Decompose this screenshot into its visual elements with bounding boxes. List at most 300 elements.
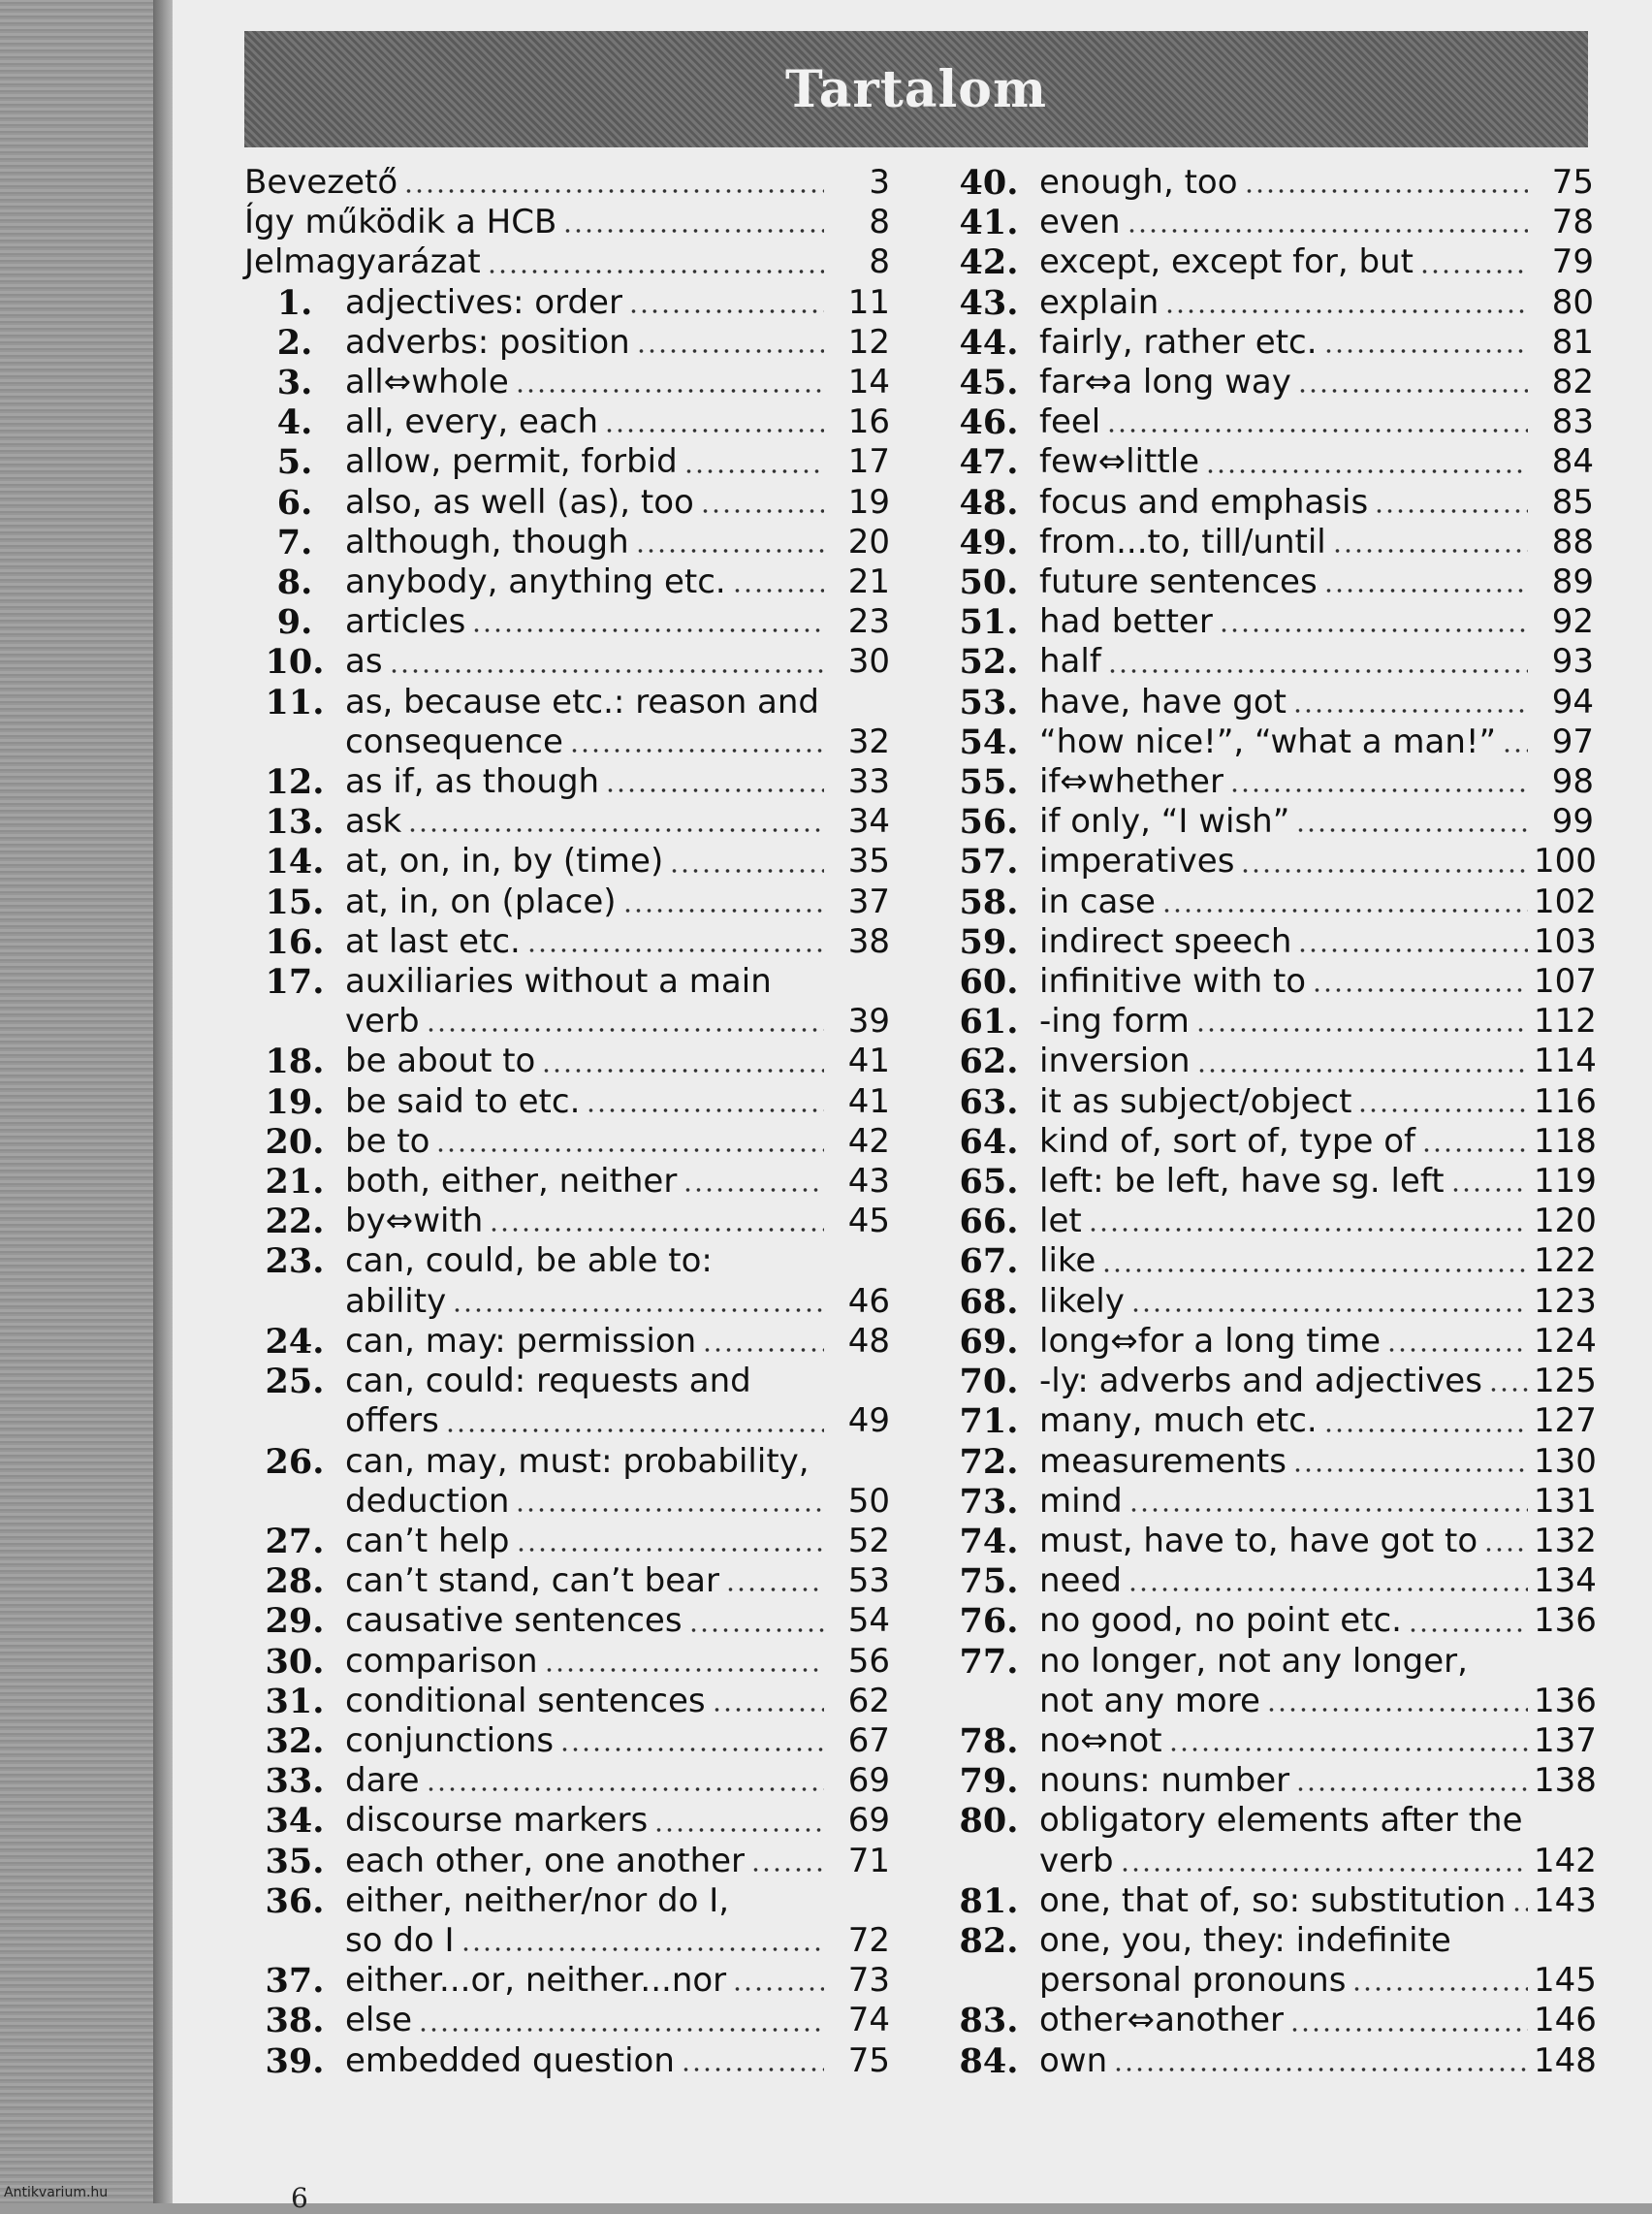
- entry-page-number: 102: [1534, 882, 1597, 921]
- entry-page-number: 37: [847, 882, 890, 921]
- entry-title: had better: [1039, 602, 1213, 642]
- dot-leader: [1229, 787, 1528, 793]
- dot-leader: [1088, 1227, 1528, 1233]
- entry-number: 51.: [959, 602, 1019, 643]
- entry-page-number: 39: [847, 1002, 890, 1042]
- toc-entry: [244, 562, 890, 602]
- dot-leader: [702, 1347, 824, 1353]
- entry-title: allow, permit, forbid: [345, 442, 678, 482]
- dot-leader: [562, 228, 824, 234]
- entry-title: let: [1039, 1202, 1082, 1241]
- entry-number: 66.: [959, 1202, 1019, 1242]
- dot-leader: [515, 388, 824, 394]
- toc-entry: [938, 1880, 1597, 1921]
- toc-entry: [938, 1641, 1597, 1721]
- dot-leader: [1292, 1467, 1528, 1473]
- toc-entry: [938, 722, 1594, 762]
- toc-entry: [938, 683, 1594, 722]
- entry-title: discourse markers: [345, 1801, 649, 1841]
- entry-page-number: 88: [1551, 522, 1594, 562]
- entry-page-number: 16: [847, 402, 890, 442]
- dot-leader: [1332, 548, 1528, 554]
- entry-page-number: 146: [1534, 2001, 1597, 2040]
- entry-title: indirect speech: [1039, 921, 1292, 961]
- entry-number: 24.: [265, 1321, 325, 1362]
- toc-entry: [938, 1720, 1597, 1761]
- entry-number: 76.: [959, 1601, 1019, 1642]
- toc-entry: [244, 2041, 890, 2081]
- entry-title: likely: [1039, 1281, 1125, 1321]
- entry-page-number: 21: [847, 562, 890, 602]
- entry-number: 42.: [959, 242, 1019, 283]
- entry-page-number: 84: [1551, 442, 1594, 482]
- toc-entry: [244, 762, 890, 802]
- entry-title: anybody, anything etc.: [345, 562, 726, 602]
- dot-leader: [541, 1068, 824, 1074]
- toc-entry: [938, 882, 1597, 922]
- entry-number: 65.: [959, 1162, 1019, 1203]
- dot-leader: [487, 269, 824, 274]
- dot-leader: [732, 588, 824, 594]
- entry-title: from...to, till/until: [1039, 522, 1326, 562]
- entry-page-number: 125: [1534, 1362, 1597, 1401]
- toc-entry: [244, 1122, 890, 1162]
- entry-title: as: [345, 642, 383, 682]
- dot-leader: [435, 1147, 824, 1153]
- entry-number: 3.: [276, 363, 313, 403]
- entry-number: 25.: [265, 1362, 325, 1402]
- toc-entry: [938, 642, 1594, 682]
- entry-number: 71.: [959, 1401, 1019, 1442]
- entry-title: can, may, must: probability,: [345, 1441, 810, 1481]
- entry-title: nouns: number: [1039, 1761, 1290, 1801]
- entry-title: enough, too: [1039, 163, 1238, 202]
- entry-page-number: 132: [1534, 1521, 1597, 1560]
- entry-number: 27.: [265, 1521, 325, 1561]
- entry-title: by⇔with: [345, 1202, 484, 1241]
- dot-leader: [635, 548, 824, 554]
- dot-leader: [1161, 908, 1528, 914]
- dot-leader: [669, 868, 824, 874]
- entry-number: 75.: [959, 1561, 1019, 1602]
- entry-title: like: [1039, 1241, 1096, 1281]
- entry-title: -ly: adverbs and adjectives: [1039, 1362, 1482, 1401]
- entry-number: 41.: [959, 203, 1019, 243]
- dot-leader: [1323, 348, 1528, 354]
- entry-page-number: 35: [847, 842, 890, 882]
- entry-title: auxiliaries without a main: [345, 962, 772, 1002]
- entry-title: as if, as though: [345, 762, 600, 802]
- dot-leader: [681, 2067, 824, 2072]
- toc-entry: [244, 1162, 890, 1202]
- toc-entry: [938, 323, 1594, 363]
- entry-number: 55.: [959, 762, 1019, 803]
- entry-title: all⇔whole: [345, 363, 509, 402]
- toc-entry: [244, 1362, 890, 1441]
- entry-title: have, have got: [1039, 682, 1287, 722]
- entry-page-number: 142: [1534, 1841, 1597, 1880]
- dot-leader: [712, 1707, 824, 1713]
- entry-number: 8.: [276, 562, 313, 603]
- dot-leader: [445, 1428, 824, 1433]
- toc-entry: [244, 1842, 890, 1881]
- entry-number: 44.: [959, 322, 1019, 363]
- entry-number: 1.: [276, 282, 313, 323]
- entry-page-number: 50: [847, 1481, 890, 1521]
- dot-leader: [1113, 2067, 1528, 2072]
- entry-title-continued: offers: [345, 1401, 439, 1441]
- dot-leader: [407, 827, 824, 833]
- entry-title: causative sentences: [345, 1601, 683, 1641]
- dot-leader: [426, 1786, 824, 1792]
- dot-leader: [1164, 308, 1528, 314]
- entry-page-number: 78: [1551, 203, 1594, 242]
- entry-page-number: 72: [847, 1920, 890, 1960]
- dot-leader: [389, 668, 824, 674]
- toc-entry: [244, 1961, 890, 2001]
- toc-entry: [938, 1002, 1597, 1043]
- dot-leader: [1323, 588, 1528, 594]
- entry-number: 50.: [959, 562, 1019, 603]
- entry-page-number: 131: [1534, 1481, 1597, 1521]
- entry-page-number: 114: [1534, 1042, 1597, 1081]
- entry-number: 23.: [265, 1241, 325, 1282]
- entry-title: no⇔not: [1039, 1720, 1162, 1760]
- entry-title: infinitive with to: [1039, 962, 1307, 1002]
- entry-page-number: 122: [1534, 1241, 1597, 1281]
- entry-number: 13.: [265, 802, 325, 843]
- entry-number: 18.: [265, 1042, 325, 1082]
- toc-column-right: [938, 163, 1597, 2081]
- dot-leader: [1292, 708, 1528, 714]
- entry-title: adverbs: position: [345, 322, 630, 362]
- entry-title: far⇔a long way: [1039, 363, 1291, 402]
- entry-title-continued: verb: [345, 1002, 420, 1042]
- entry-number: 67.: [959, 1241, 1019, 1282]
- entry-page-number: 97: [1551, 722, 1594, 761]
- toc-entry: [244, 283, 890, 323]
- dot-leader: [750, 1867, 824, 1873]
- toc-entry: [938, 762, 1594, 802]
- dot-leader: [1130, 1307, 1528, 1313]
- page-title: Tartalom: [785, 59, 1047, 119]
- entry-page-number: 80: [1551, 282, 1594, 322]
- toc-entry: [938, 363, 1594, 402]
- entry-number: 31.: [265, 1681, 325, 1721]
- dot-leader: [1101, 1267, 1528, 1273]
- entry-number: 40.: [959, 163, 1019, 203]
- entry-page-number: 75: [1551, 163, 1594, 202]
- entry-title: can’t help: [345, 1521, 510, 1560]
- entry-page-number: 107: [1534, 962, 1597, 1002]
- toc-entry: [244, 1042, 890, 1081]
- entry-number: 47.: [959, 442, 1019, 483]
- toc-entry: [244, 323, 890, 363]
- entry-title: Így működik a HCB: [244, 203, 557, 242]
- entry-page-number: 69: [847, 1801, 890, 1841]
- dot-leader: [544, 1667, 824, 1673]
- dot-leader: [725, 1587, 824, 1592]
- entry-title-continued: deduction: [345, 1481, 510, 1521]
- entry-page-number: 94: [1551, 682, 1594, 722]
- entry-number: 35.: [265, 1841, 325, 1881]
- entry-title: either...or, neither...nor: [345, 1961, 727, 2001]
- entry-number: 64.: [959, 1121, 1019, 1162]
- entry-page-number: 85: [1551, 482, 1594, 522]
- entry-title: inversion: [1039, 1042, 1191, 1081]
- toc-entry: [938, 283, 1594, 323]
- entry-page-number: 89: [1551, 562, 1594, 602]
- toc-entry: [244, 1881, 890, 1961]
- entry-number: 56.: [959, 802, 1019, 843]
- entry-number: 46.: [959, 402, 1019, 443]
- entry-title: long⇔for a long time: [1039, 1321, 1382, 1361]
- entry-number: 74.: [959, 1521, 1019, 1561]
- dot-leader: [1488, 1387, 1528, 1393]
- dot-leader: [683, 1187, 824, 1193]
- dot-leader: [604, 428, 824, 433]
- entry-number: 29.: [265, 1601, 325, 1642]
- entry-number: 16.: [265, 921, 325, 962]
- entry-number: 78.: [959, 1720, 1019, 1761]
- toc-entry: [938, 802, 1594, 842]
- entry-number: 69.: [959, 1321, 1019, 1362]
- toc-entry: [938, 402, 1594, 442]
- toc-entry: [938, 1321, 1597, 1362]
- entry-page-number: 45: [847, 1202, 890, 1241]
- entry-number: 39.: [265, 2040, 325, 2081]
- toc-entry: [244, 1082, 890, 1122]
- toc-entry: [244, 642, 890, 682]
- entry-page-number: 8: [869, 242, 890, 282]
- toc-column-left: [244, 163, 890, 2081]
- toc-entry: [938, 1121, 1597, 1162]
- entry-title: mind: [1039, 1481, 1123, 1521]
- dot-leader: [1323, 1428, 1528, 1433]
- dot-leader: [732, 1986, 824, 1992]
- entry-page-number: 137: [1534, 1720, 1597, 1760]
- entry-number: 82.: [959, 1920, 1019, 1961]
- toc-entry: [938, 842, 1597, 882]
- entry-number: 15.: [265, 882, 325, 922]
- title-band: [244, 31, 1588, 147]
- entry-page-number: 123: [1534, 1281, 1597, 1321]
- entry-page-number: 138: [1534, 1761, 1597, 1801]
- toc-entry: [938, 921, 1597, 962]
- dot-leader: [426, 1027, 824, 1033]
- toc-entry: [938, 1801, 1597, 1880]
- toc-entry: [938, 1920, 1597, 2001]
- dot-leader: [1120, 1867, 1528, 1873]
- toc-entry: [244, 1601, 890, 1641]
- entry-page-number: 42: [847, 1121, 890, 1161]
- entry-page-number: 43: [847, 1162, 890, 1202]
- entry-title: comparison: [345, 1641, 538, 1681]
- toc-entry: [938, 602, 1594, 642]
- entry-page-number: 127: [1534, 1401, 1597, 1441]
- entry-page-number: 98: [1551, 762, 1594, 802]
- entry-title: measurements: [1039, 1441, 1287, 1481]
- toc-entry: [244, 203, 890, 242]
- dot-leader: [452, 1307, 824, 1313]
- dot-leader: [1295, 1786, 1528, 1792]
- entry-number: 48.: [959, 482, 1019, 523]
- entry-page-number: 23: [847, 602, 890, 642]
- dot-leader: [461, 1946, 824, 1952]
- toc-entry: [938, 2040, 1597, 2081]
- entry-page-number: 136: [1534, 1681, 1597, 1720]
- dot-leader: [418, 2027, 824, 2033]
- toc-entry: [938, 483, 1594, 523]
- entry-page-number: 12: [847, 322, 890, 362]
- dot-leader: [688, 1627, 824, 1633]
- toc-entry: [244, 363, 890, 402]
- entry-title: need: [1039, 1561, 1122, 1601]
- entry-number: 57.: [959, 842, 1019, 882]
- entry-title: at, on, in, by (time): [345, 842, 664, 882]
- dot-leader: [516, 1547, 824, 1553]
- toc-entry: [938, 1202, 1597, 1242]
- entry-title-continued: ability: [345, 1281, 447, 1321]
- toc-entry: [938, 1281, 1597, 1322]
- toc-entry: [244, 1442, 890, 1522]
- entry-page-number: 130: [1534, 1441, 1597, 1481]
- entry-title-continued: not any more: [1039, 1681, 1260, 1720]
- toc-entry: [244, 602, 890, 642]
- dot-leader: [489, 1227, 824, 1233]
- entry-title: at last etc.: [345, 921, 521, 961]
- dot-leader: [515, 1507, 824, 1513]
- toc-entry: [244, 163, 890, 203]
- entry-page-number: 81: [1551, 322, 1594, 362]
- entry-title: obligatory elements after the: [1039, 1801, 1523, 1841]
- entry-title: future sentences: [1039, 562, 1318, 602]
- entry-title: focus and emphasis: [1039, 482, 1369, 522]
- entry-page-number: 17: [847, 442, 890, 482]
- toc-entry: [938, 163, 1594, 203]
- entry-page-number: 62: [847, 1681, 890, 1720]
- dot-leader: [605, 787, 824, 793]
- entry-page-number: 134: [1534, 1561, 1597, 1601]
- dot-leader: [1312, 987, 1528, 993]
- entry-page-number: 143: [1534, 1880, 1597, 1920]
- entry-number: 20.: [265, 1121, 325, 1162]
- dot-leader: [1128, 1507, 1528, 1513]
- entry-page-number: 73: [847, 1961, 890, 2001]
- dot-leader: [1205, 468, 1528, 474]
- entry-title: other⇔another: [1039, 2001, 1285, 2040]
- dot-leader: [1386, 1347, 1528, 1353]
- entry-number: 83.: [959, 2001, 1019, 2041]
- entry-number: 10.: [265, 642, 325, 683]
- entry-page-number: 30: [847, 642, 890, 682]
- entry-title: no good, no point etc.: [1039, 1601, 1402, 1641]
- dot-leader: [622, 908, 824, 914]
- toc-entry: [244, 402, 890, 442]
- entry-title: Jelmagyarázat: [244, 242, 481, 282]
- entry-title: adjectives: order: [345, 282, 622, 322]
- entry-page-number: 136: [1534, 1601, 1597, 1641]
- dot-leader: [636, 348, 824, 354]
- toc-entry: [244, 1322, 890, 1362]
- entry-title: can, could, be able to:: [345, 1241, 713, 1281]
- dot-leader: [1244, 188, 1529, 194]
- entry-title: each other, one another: [345, 1841, 746, 1880]
- entry-number: 52.: [959, 642, 1019, 683]
- toc-entry: [244, 962, 890, 1042]
- dot-leader: [526, 947, 824, 953]
- entry-page-number: 11: [847, 282, 890, 322]
- entry-title: except, except for, but: [1039, 242, 1414, 282]
- entry-number: 36.: [265, 1880, 325, 1921]
- entry-number: 26.: [265, 1441, 325, 1482]
- entry-number: 2.: [276, 322, 313, 363]
- entry-title-continued: so do I: [345, 1920, 455, 1960]
- entry-number: 17.: [265, 962, 325, 1003]
- toc-entry: [938, 1521, 1597, 1561]
- entry-title: kind of, sort of, type of: [1039, 1121, 1416, 1161]
- entry-number: 12.: [265, 762, 325, 803]
- entry-number: 33.: [265, 1761, 325, 1802]
- entry-page-number: 19: [847, 482, 890, 522]
- dot-leader: [569, 748, 824, 754]
- entry-number: 54.: [959, 722, 1019, 762]
- entry-number: 81.: [959, 1880, 1019, 1921]
- entry-page-number: 124: [1534, 1321, 1597, 1361]
- entry-page-number: 49: [847, 1401, 890, 1441]
- toc-entry: [244, 2001, 890, 2040]
- entry-page-number: 48: [847, 1321, 890, 1361]
- entry-number: 38.: [265, 2001, 325, 2041]
- toc-entry: [938, 1042, 1597, 1082]
- dot-leader: [700, 508, 824, 514]
- entry-number: 70.: [959, 1362, 1019, 1402]
- toc-entry: [244, 1721, 890, 1761]
- entry-number: 77.: [959, 1641, 1019, 1682]
- entry-page-number: 82: [1551, 363, 1594, 402]
- entry-title: fairly, rather etc.: [1039, 322, 1318, 362]
- entry-title: even: [1039, 203, 1121, 242]
- dot-leader: [1511, 1907, 1528, 1912]
- entry-number: 61.: [959, 1002, 1019, 1043]
- entry-number: 32.: [265, 1720, 325, 1761]
- toc-entry: [938, 1241, 1597, 1282]
- dot-leader: [1408, 1627, 1528, 1633]
- entry-page-number: 119: [1534, 1162, 1597, 1202]
- entry-page-number: 14: [847, 363, 890, 402]
- toc-entry: [244, 1202, 890, 1241]
- entry-title: although, though: [345, 522, 629, 562]
- entry-title: can, may: permission: [345, 1321, 697, 1361]
- entry-title: no longer, not any longer,: [1039, 1641, 1468, 1681]
- entry-title: be said to etc.: [345, 1081, 581, 1121]
- toc-entry: [938, 523, 1594, 562]
- entry-number: 80.: [959, 1801, 1019, 1842]
- entry-page-number: 145: [1534, 1961, 1597, 2001]
- toc-entry: [244, 242, 890, 282]
- dot-leader: [1266, 1707, 1528, 1713]
- entry-title: imperatives: [1039, 842, 1235, 882]
- entry-page-number: 120: [1534, 1202, 1597, 1241]
- entry-title: be to: [345, 1121, 430, 1161]
- entry-title: explain: [1039, 282, 1160, 322]
- dot-leader: [1127, 228, 1528, 234]
- dot-leader: [1295, 827, 1528, 833]
- entry-title: embedded question: [345, 2040, 675, 2080]
- entry-number: 53.: [959, 682, 1019, 722]
- entry-page-number: 93: [1551, 642, 1594, 682]
- dot-leader: [628, 308, 824, 314]
